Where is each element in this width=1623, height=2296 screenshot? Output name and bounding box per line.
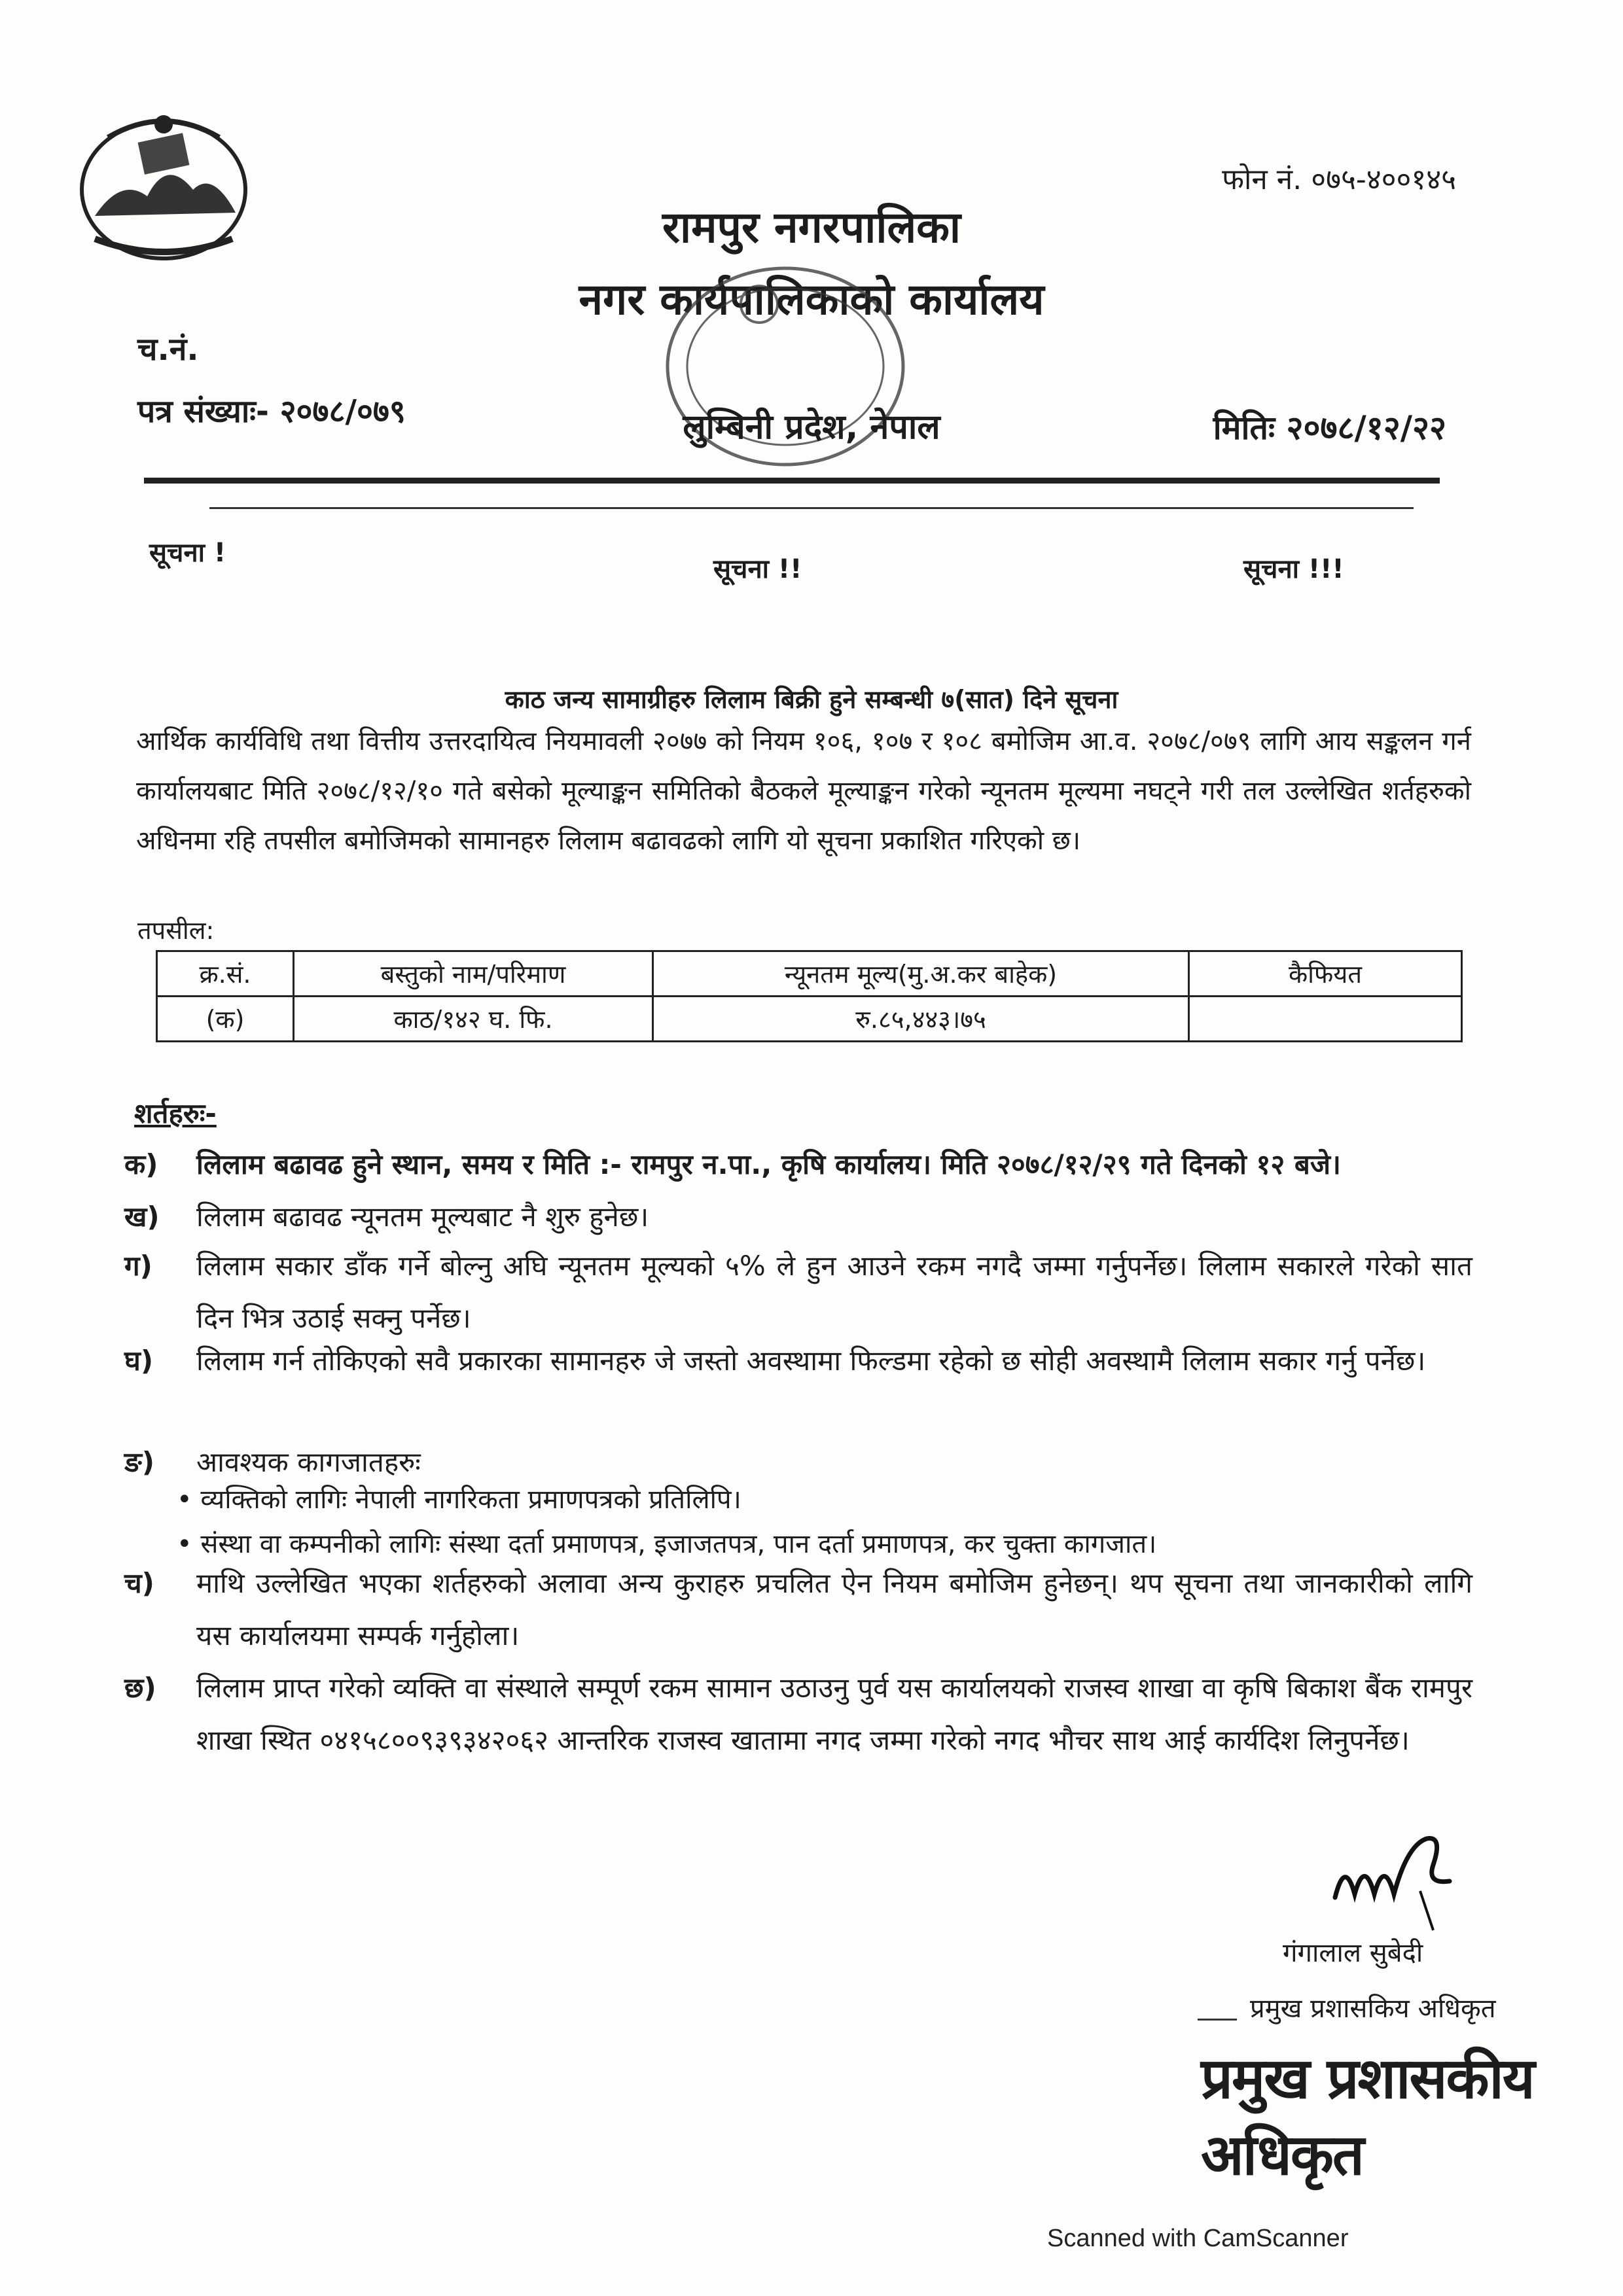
header-divider-thin	[209, 507, 1414, 509]
scanner-watermark: Scanned with CamScanner	[1047, 2225, 1349, 2252]
reference-cha: च.नं.	[137, 331, 199, 368]
designation-stamp: प्रमुख प्रशासकीय अधिकृत	[1201, 2045, 1534, 2188]
phone-number: फोन नं. ०७५-४००१४५	[1222, 163, 1456, 196]
term-text: लिलाम बढावढ हुने स्थान, समय र मिति :- रामपुर न.पा., कृषि कार्यालय। मिति २०७८/१२/२९ गते दिनको १२ बजे।	[196, 1148, 1341, 1180]
notice-label-3: सूचना !!!	[1243, 554, 1344, 584]
table-header-row	[157, 951, 1462, 997]
office-name: रामपुर नगरपालिका	[662, 202, 961, 253]
table-cell: (क)	[157, 997, 294, 1042]
table-header: क्र.सं.	[157, 951, 294, 997]
term-text: आवश्यक कागजातहरुः	[196, 1446, 421, 1478]
letter-date: मितिः २०७८/१२/२२	[1213, 409, 1446, 447]
terms-heading: शर्तहरुः-	[134, 1097, 217, 1129]
term-text: लिलाम प्राप्त गरेको व्यक्ति वा संस्थाले सम्पूर्ण रकम सामान उठाउनु पुर्व यस कार्यालयको राजस्व शाखा वा कृषि बिकाश बैंक रामपुर शाखा स्थित ०४१५८००९३९३४२०६२ आन्तरिक राजस्व खातामा नगद जम्मा गरेको नगद भौचर साथ आई कार्यदिश लिनुपर्नेछ।	[196, 1672, 1472, 1756]
term-label: ङ)	[124, 1446, 154, 1478]
term-text: लिलाम बढावढ न्यूनतम मूल्यबाट नै शुरु हुनेछ।	[196, 1201, 649, 1233]
term-label: क)	[124, 1148, 158, 1180]
details-label: तपसील:	[137, 916, 215, 945]
notice-label-2: सूचना !!	[713, 554, 802, 584]
table-row	[157, 997, 1462, 1042]
term-text: लिलाम सकार डाँक गर्ने बोल्नु अघि न्यूनतम मूल्यको ५% ले हुन आउने रकम नगदै जम्मा गर्नुपर्नेछ। लिलाम सकारले गरेको सात दिन भित्र उठाई सक्नु पर्नेछ।	[196, 1250, 1472, 1334]
term-item	[124, 1139, 1472, 1191]
term-text: लिलाम गर्न तोकिएको सवै प्रकारका सामानहरु जे जस्तो अवस्थामा फिल्डमा रहेको छ सोही अवस्थामै लिलाम सकार गर्नु पर्नेछ।	[196, 1345, 1426, 1377]
office-subtitle: नगर कार्यपालिकाको कार्यालय	[579, 274, 1044, 325]
items-table	[156, 950, 1463, 1042]
bullet-icon: •	[177, 1529, 192, 1559]
letter-number: पत्र संख्याः- २०७८/०७९	[137, 393, 406, 430]
table-cell: रु.८५,४४३।७५	[653, 997, 1189, 1042]
document-item: व्यक्तिको लागिः नेपाली नागरिकता प्रमाणपत्रको प्रतिलिपि।	[200, 1485, 741, 1515]
term-item	[124, 1191, 1472, 1243]
table-header: न्यूनतम मूल्य(मु.अ.कर बाहेक)	[653, 951, 1189, 997]
notice-label-1: सूचना !	[149, 538, 226, 568]
term-item	[124, 1662, 1472, 1767]
signature-dash	[1198, 2019, 1237, 2021]
notice-subject: काठ जन्य सामाग्रीहरु लिलाम बिक्री हुने सम्बन्धी ७(सात) दिने सूचना	[505, 685, 1118, 714]
intro-paragraph: आर्थिक कार्यविधि तथा वित्तीय उत्तरदायित्व नियमावली २०७७ को नियम १०६, १०७ र १०८ बमोजिम आ.व. २०७८/०७९ लागि आय सङ्कलन गर्न कार्यालयबाट मिति २०७८/१२/१० गते बसेको मूल्याङ्कन समितिको बैठकले मूल्याङ्कन गरेको न्यूनतम मूल्यमा नघट्ने गरी तल उल्लेखित शर्तहरुको अधिनमा रहि तपसील बमोजिमको सामानहरु लिलाम बढावढको लागि यो सूचना प्रकाशित गरिएको छ।	[136, 726, 1471, 856]
signatory-name: गंगालाल सुबेदी	[1283, 1938, 1423, 1968]
signature-mark	[1329, 1819, 1466, 1937]
term-item	[124, 1557, 1472, 1662]
table-header: बस्तुको नाम/परिमाण	[294, 951, 653, 997]
office-address: लुम्बिनी प्रदेश, नेपाल	[683, 408, 940, 447]
signatory-title: प्रमुख प्रशासकिय अधिकृत	[1250, 1994, 1496, 2024]
term-label: छ)	[124, 1672, 156, 1704]
bullet-icon: •	[177, 1485, 192, 1515]
term-label: ग)	[124, 1250, 152, 1282]
document-bullet	[177, 1525, 1156, 1561]
term-item	[124, 1240, 1472, 1345]
table-cell	[1189, 997, 1462, 1042]
document-bullet	[177, 1480, 741, 1516]
term-label: च)	[124, 1567, 154, 1599]
table-cell: काठ/१४२ घ. फि.	[294, 997, 653, 1042]
table-header: कैफियत	[1189, 951, 1462, 997]
term-label: घ)	[124, 1345, 154, 1377]
document-item: संस्था वा कम्पनीको लागिः संस्था दर्ता प्रमाणपत्र, इजाजतपत्र, पान दर्ता प्रमाणपत्र, कर चुक्ता कागजात।	[200, 1529, 1157, 1559]
header-divider	[144, 478, 1440, 484]
term-text: माथि उल्लेखित भएका शर्तहरुको अलावा अन्य कुराहरु प्रचलित ऐन नियम बमोजिम हुनेछन्। थप सूचना तथा जानकारीको लागि यस कार्यालयमा सम्पर्क गर्नुहोला।	[196, 1567, 1472, 1651]
term-label: ख)	[124, 1201, 160, 1233]
term-item	[124, 1335, 1472, 1387]
